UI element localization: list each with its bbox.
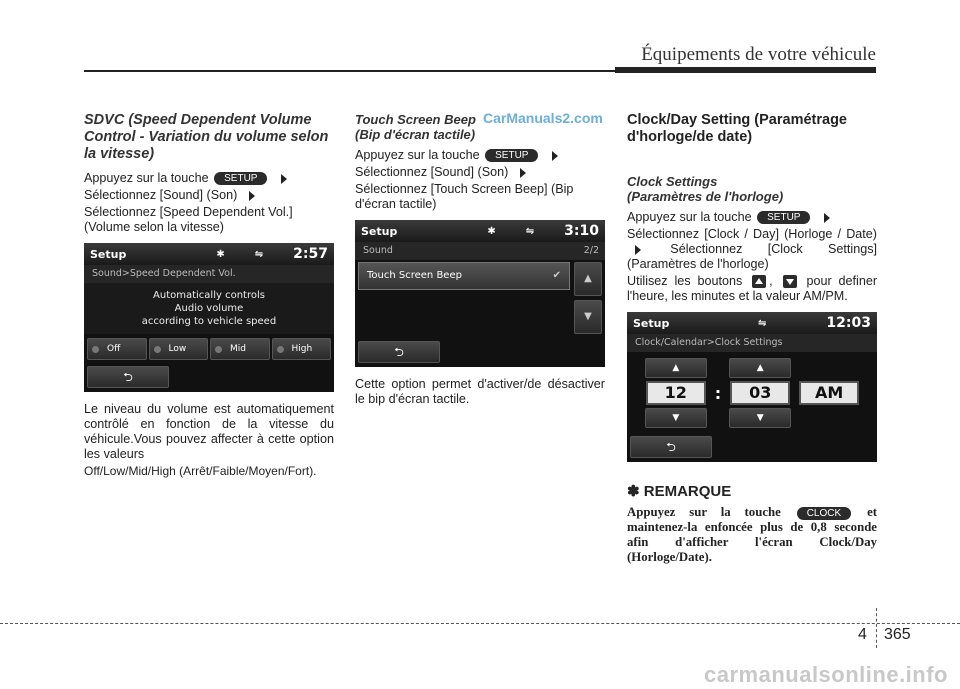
- time-separator: :: [714, 383, 722, 403]
- setup-key-badge: SETUP: [757, 211, 810, 224]
- sdvc-body-values: Off/Low/Mid/High (Arrêt/Faible/Moyen/Fort).: [84, 464, 317, 478]
- column-clock: [627, 112, 877, 565]
- clock-heading: Clock/Day Setting (Paramétrage d'horloge/de date): [627, 112, 847, 145]
- option-label: Off: [107, 343, 121, 354]
- sdvc-screen: [84, 243, 334, 392]
- usb-icon: ⇋: [254, 248, 264, 260]
- scroll-down-button[interactable]: ▼: [574, 300, 602, 334]
- minute-value: 03: [730, 381, 790, 405]
- sdvc-message-line: Audio volume: [174, 303, 244, 314]
- sdvc-message: [84, 283, 334, 334]
- screen-titlebar: [355, 220, 605, 242]
- sdvc-step2: [84, 188, 334, 203]
- footer-divider: [0, 623, 960, 624]
- radio-dot-icon: [215, 346, 222, 353]
- beep-list: [358, 262, 570, 337]
- sdvc-step2-text: Sélectionnez [Sound] (Son): [84, 188, 238, 202]
- setup-key-badge: SETUP: [485, 149, 538, 162]
- arrow-right-icon: [635, 245, 641, 255]
- usb-icon: ⇋: [525, 225, 535, 237]
- breadcrumb-text: Sound: [363, 245, 393, 256]
- sdvc-options: [84, 334, 334, 364]
- column-sdvc: [84, 112, 334, 481]
- hour-down-button[interactable]: ▼: [645, 408, 707, 428]
- clock-step2: [627, 227, 877, 272]
- clock-key-badge: CLOCK: [797, 507, 851, 520]
- option-label: Low: [168, 343, 187, 354]
- remarque-title: ✽ REMARQUE: [627, 483, 732, 500]
- minute-down-button[interactable]: ▼: [729, 408, 791, 428]
- screen-title: Setup: [90, 247, 127, 261]
- radio-dot-icon: [277, 346, 284, 353]
- hour-value: 12: [646, 381, 706, 405]
- beep-step1-text: Appuyez sur la touche: [355, 148, 480, 162]
- footer-separator: [876, 608, 877, 648]
- sdvc-option-high[interactable]: [272, 338, 332, 360]
- arrow-right-icon: [520, 168, 526, 178]
- screen-title: Setup: [361, 224, 398, 238]
- bluetooth-icon: ✱: [216, 248, 225, 260]
- clock-step3-text: pour definer l'heure, les minutes et la valeur AM/PM.: [627, 274, 878, 303]
- clock-sub-heading: Clock Settings: [627, 174, 718, 189]
- beep-step2: [355, 165, 605, 180]
- minute-column: [729, 358, 791, 428]
- arrow-right-icon: [552, 151, 558, 161]
- sdvc-step3: Sélectionnez [Speed Dependent Vol.] (Volume selon la vitesse): [84, 205, 293, 234]
- scrollbar[interactable]: [574, 262, 602, 337]
- setup-key-badge: SETUP: [214, 172, 267, 185]
- column-touch-beep: [355, 112, 605, 409]
- page-indicator: 2/2: [583, 245, 599, 256]
- arrow-right-icon: [249, 191, 255, 201]
- screen-titlebar: [84, 243, 334, 265]
- clock-editor: [627, 352, 877, 434]
- sdvc-body: Le niveau du volume est automatiquement contrôlé en fonction de la vitesse du véhicule.Vous pouvez affecter à cette option les valeurs: [84, 402, 334, 461]
- chapter-number: 4: [858, 626, 867, 643]
- watermark: CarManuals2.com: [483, 110, 603, 126]
- sdvc-step1: [84, 171, 334, 186]
- sdvc-message-line: Automatically controls: [153, 290, 265, 301]
- header-title: Équipements de votre véhicule: [641, 44, 876, 65]
- minute-up-button[interactable]: ▲: [729, 358, 791, 378]
- check-icon: ✔: [552, 270, 561, 281]
- sdvc-option-mid[interactable]: [210, 338, 270, 360]
- radio-dot-icon: [92, 346, 99, 353]
- screen-clock: 3:10: [564, 222, 599, 239]
- beep-step3: Sélectionnez [Touch Screen Beep] (Bip d'écran tactile): [355, 182, 574, 211]
- arrow-right-icon: [824, 213, 830, 223]
- beep-step1: [355, 148, 605, 163]
- remarque-text: [627, 505, 877, 565]
- footer-watermark: carmanualsonline.info: [704, 662, 948, 687]
- option-label: High: [291, 343, 313, 354]
- back-button[interactable]: ⮌: [87, 366, 169, 388]
- clock-step3: [627, 274, 877, 304]
- clock-step1: [627, 210, 877, 225]
- screen-clock: 12:03: [826, 314, 871, 331]
- sdvc-step1-text: Appuyez sur la touche: [84, 171, 209, 185]
- remarque-text-a: Appuyez sur la touche: [627, 505, 781, 519]
- usb-icon: ⇋: [758, 317, 767, 329]
- clock-screen: [627, 312, 877, 462]
- clock-step2-text: Sélectionnez [Clock Settings] (Paramètres de l'horloge): [627, 242, 877, 271]
- back-button[interactable]: ⮌: [630, 436, 712, 458]
- beep-list-area: [355, 260, 605, 339]
- screen-breadcrumb: Sound>Speed Dependent Vol.: [84, 265, 334, 283]
- sdvc-message-line: according to vehicle speed: [141, 316, 277, 327]
- scroll-up-button[interactable]: ▲: [574, 262, 602, 296]
- sdvc-option-low[interactable]: [149, 338, 209, 360]
- screen-clock: 2:57: [293, 245, 328, 262]
- back-button[interactable]: ⮌: [358, 341, 440, 363]
- clock-step2-text: Sélectionnez [Clock / Day] (Horloge / Date): [627, 227, 877, 241]
- arrow-right-icon: [281, 174, 287, 184]
- ampm-value[interactable]: AM: [799, 381, 859, 405]
- clock-sub-heading-fr: (Paramètres de l'horloge): [627, 189, 784, 204]
- screen-title: Setup: [633, 316, 670, 330]
- item-label: Touch Screen Beep: [367, 270, 462, 281]
- up-arrow-icon: [752, 275, 766, 288]
- header-rule-accent: [615, 67, 876, 73]
- clock-step3-text: Utilisez les boutons: [627, 274, 743, 288]
- radio-dot-icon: [154, 346, 161, 353]
- screen-titlebar: [627, 312, 877, 334]
- hour-up-button[interactable]: ▲: [645, 358, 707, 378]
- touch-beep-item[interactable]: [358, 262, 570, 290]
- beep-screen: [355, 220, 605, 367]
- page-number: 365: [884, 626, 911, 643]
- sdvc-option-off[interactable]: [87, 338, 147, 360]
- bluetooth-icon: ✱: [487, 225, 496, 237]
- ampm-column: [799, 360, 859, 426]
- down-arrow-icon: [783, 275, 797, 288]
- clock-step1-text: Appuyez sur la touche: [627, 210, 752, 224]
- beep-step2-text: Sélectionnez [Sound] (Son): [355, 165, 509, 179]
- sdvc-heading: SDVC (Speed Dependent Volume Control - Variation du volume selon la vitesse): [84, 112, 329, 162]
- comma: ,: [769, 274, 773, 288]
- beep-body: Cette option permet d'activer/de désactiver le bip d'écran tactile.: [355, 377, 605, 406]
- remarque-text-b: et maintenez-la enfoncée plus de 0,8 seconde afin d'afficher l'écran Clock/Day (Horloge/Date).: [627, 505, 878, 564]
- beep-heading-fr: (Bip d'écran tactile): [355, 127, 476, 142]
- screen-breadcrumb: Clock/Calendar>Clock Settings: [627, 334, 877, 352]
- beep-heading: Touch Screen Beep: [355, 112, 476, 127]
- option-label: Mid: [230, 343, 246, 354]
- hour-column: [645, 358, 707, 428]
- screen-breadcrumb: [355, 242, 605, 260]
